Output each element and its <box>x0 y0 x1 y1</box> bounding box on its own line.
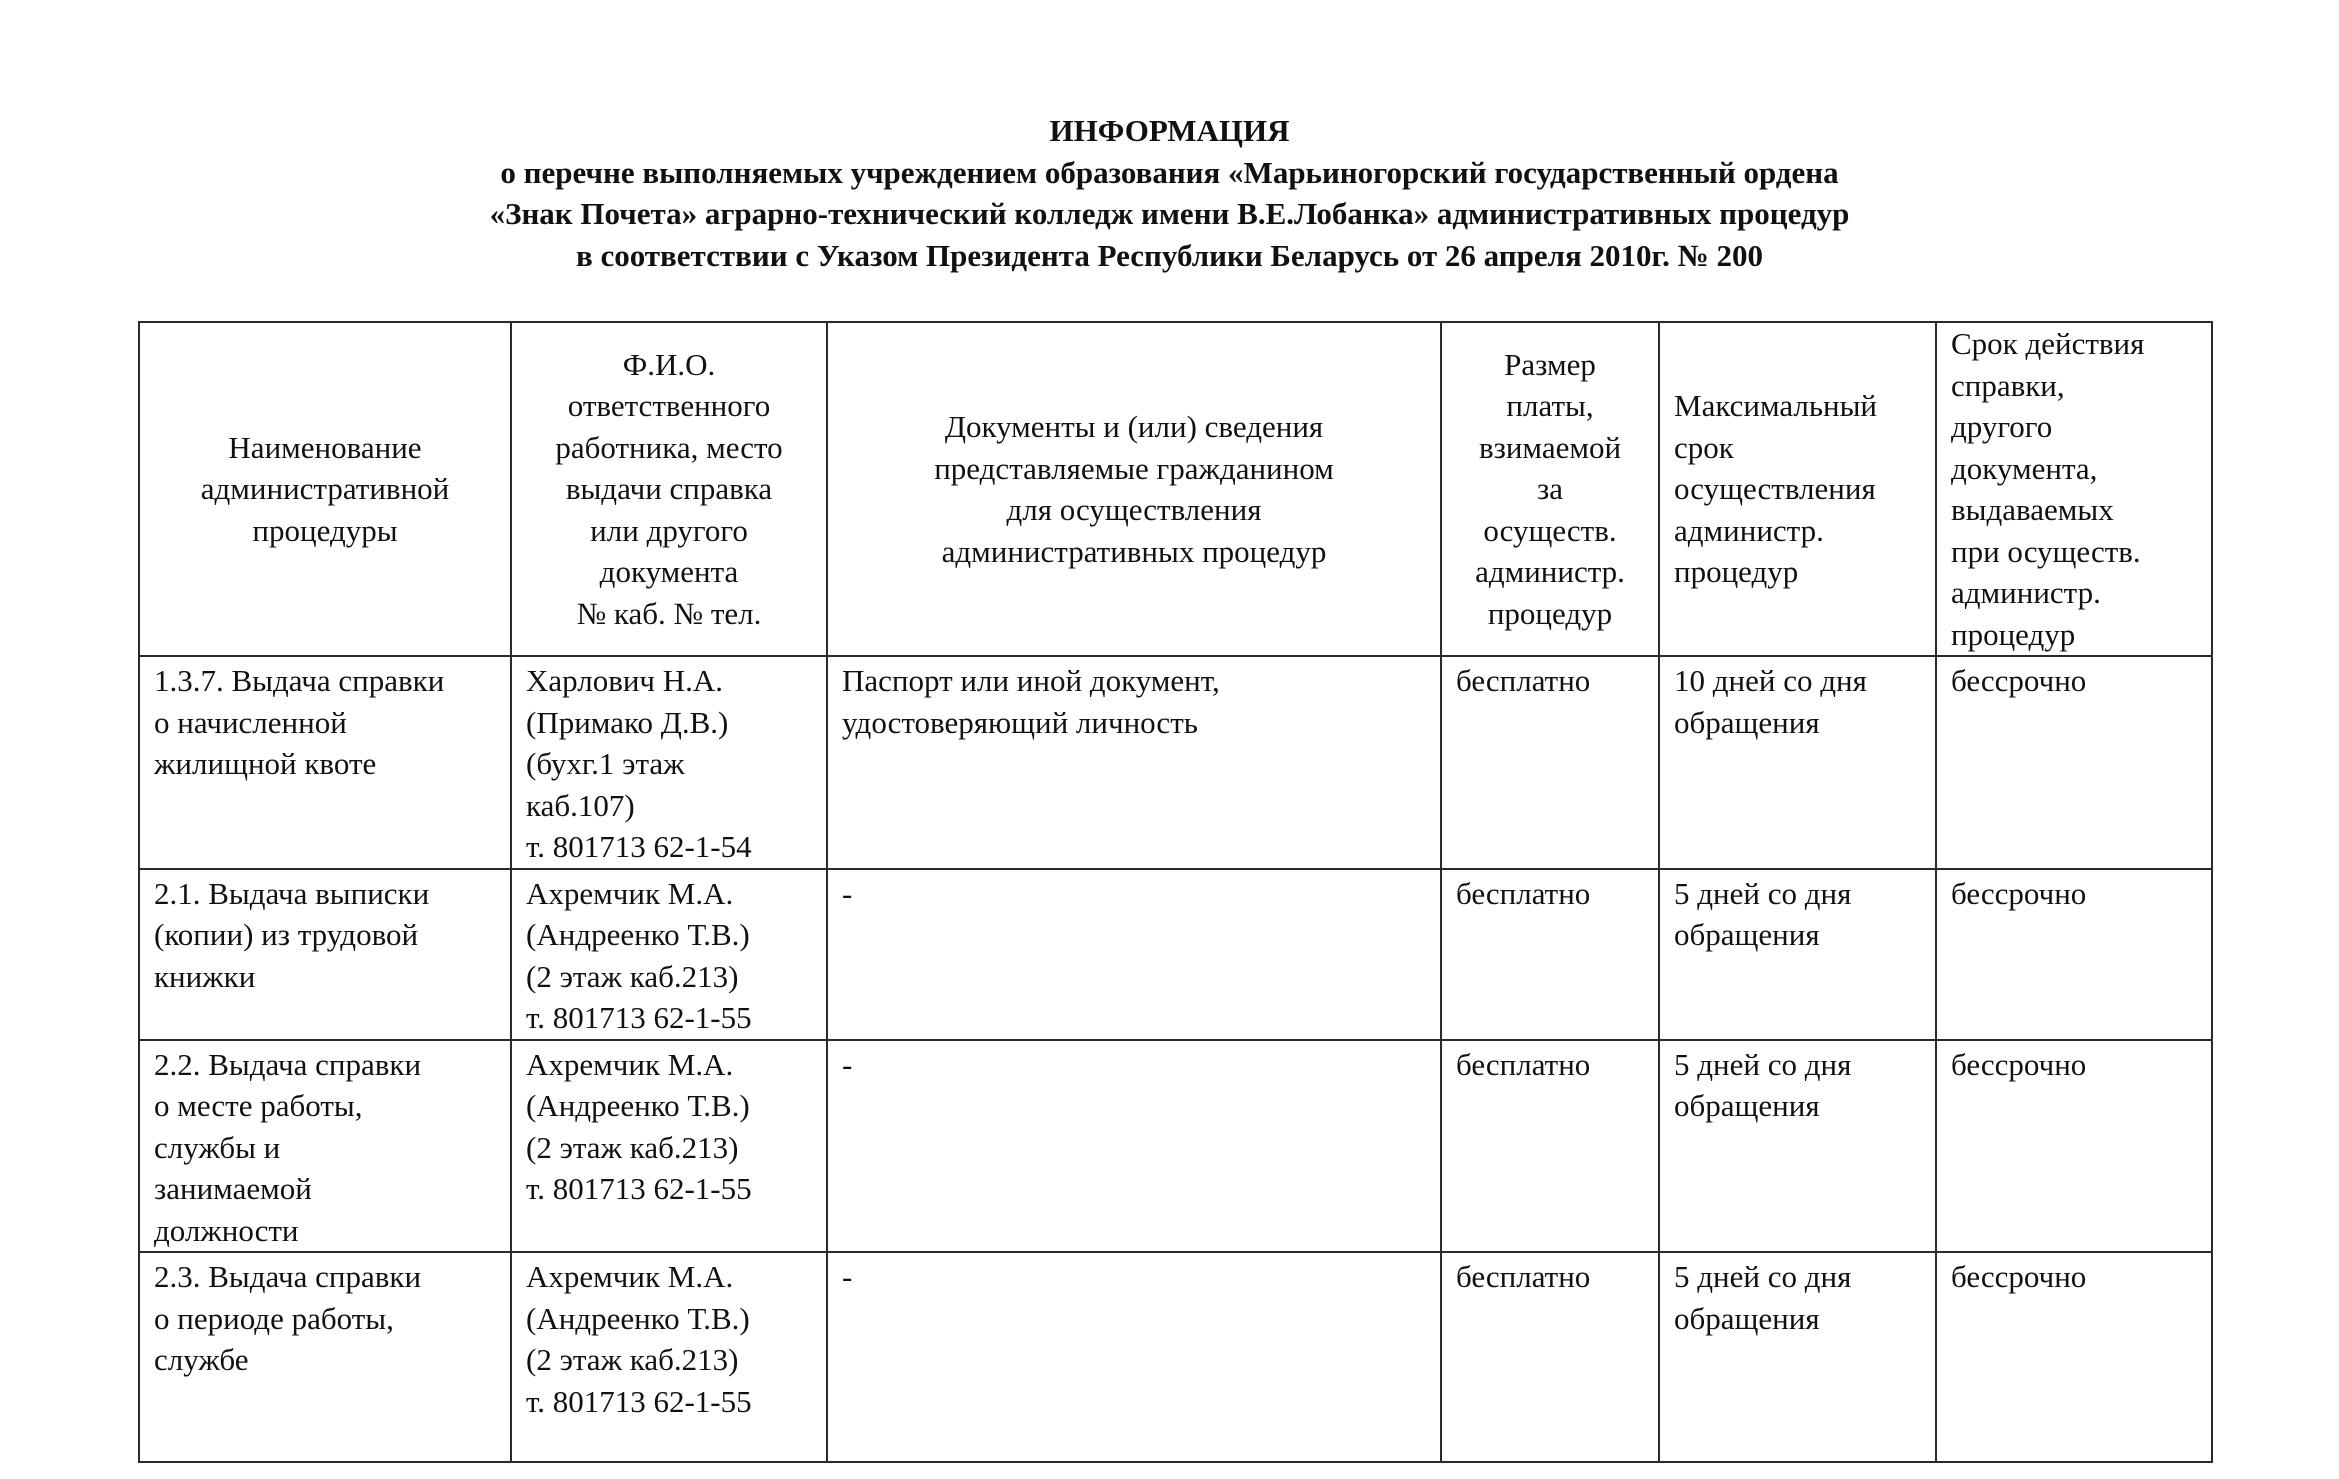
cell-max-term: 10 дней со дня обращения <box>1659 656 1936 869</box>
table-row <box>139 656 2212 869</box>
cell-documents: - <box>827 1252 1441 1462</box>
cell-validity: бессрочно <box>1936 1252 2212 1462</box>
cell-max-term: 5 дней со дня обращения <box>1659 869 1936 1040</box>
table-row <box>139 1040 2212 1253</box>
header-validity: Срок действия справки, другого документа, выдаваемых при осуществ. администр. процедур <box>1936 322 2212 656</box>
cell-fee: бесплатно <box>1441 1252 1659 1462</box>
cell-documents: - <box>827 869 1441 1040</box>
header-fee: Размер платы, взимаемой за осуществ. администр. процедур <box>1441 322 1659 656</box>
title-line-2: «Знак Почета» аграрно-технический колледж имени В.Е.Лобанка» административных процедур <box>489 196 1850 231</box>
cell-responsible: Ахремчик М.А. (Андреенко Т.В.) (2 этаж каб.213) т. 801713 62-1-55 <box>511 1252 827 1462</box>
procedures-table <box>138 321 2213 1463</box>
title-heading: ИНФОРМАЦИЯ <box>1049 113 1290 148</box>
title-line-3: в соответствии с Указом Президента Республики Беларусь от 26 апреля 2010г. № 200 <box>575 237 1764 273</box>
cell-max-term: 5 дней со дня обращения <box>1659 1040 1936 1253</box>
cell-documents: Паспорт или иной документ, удостоверяющий личность <box>827 656 1441 869</box>
cell-responsible: Харлович Н.А. (Примако Д.В.) (бухг.1 этаж каб.107) т. 801713 62-1-54 <box>511 656 827 869</box>
cell-documents: - <box>827 1040 1441 1253</box>
table-row <box>139 869 2212 1040</box>
cell-responsible: Ахремчик М.А. (Андреенко Т.В.) (2 этаж каб.213) т. 801713 62-1-55 <box>511 1040 827 1253</box>
title-line-1: о перечне выполняемых учреждением образования «Марьиногорский государственный ордена <box>500 154 1839 190</box>
cell-procedure: 2.2. Выдача справки о месте работы, службы и занимаемой должности <box>139 1040 511 1253</box>
cell-validity: бессрочно <box>1936 869 2212 1040</box>
header-max-term: Максимальный срок осуществления администр. процедур <box>1659 322 1936 656</box>
table-row <box>139 1252 2212 1462</box>
cell-validity: бессрочно <box>1936 1040 2212 1253</box>
cell-fee: бесплатно <box>1441 869 1659 1040</box>
cell-procedure: 2.3. Выдача справки о периоде работы, службе <box>139 1252 511 1462</box>
cell-validity: бессрочно <box>1936 656 2212 869</box>
cell-responsible: Ахремчик М.А. (Андреенко Т.В.) (2 этаж каб.213) т. 801713 62-1-55 <box>511 869 827 1040</box>
table-header-row <box>139 322 2212 656</box>
header-documents: Документы и (или) сведения представляемые гражданином для осуществления административных процедур <box>827 322 1441 656</box>
document-title <box>0 110 2339 276</box>
header-responsible-person: Ф.И.О. ответственного работника, место выдачи справка или другого документа № каб. № тел. <box>511 322 827 656</box>
cell-fee: бесплатно <box>1441 656 1659 869</box>
header-procedure-name: Наименование административной процедуры <box>139 322 511 656</box>
cell-procedure: 2.1. Выдача выписки (копии) из трудовой книжки <box>139 869 511 1040</box>
cell-max-term: 5 дней со дня обращения <box>1659 1252 1936 1462</box>
cell-fee: бесплатно <box>1441 1040 1659 1253</box>
cell-procedure: 1.3.7. Выдача справки о начисленной жилищной квоте <box>139 656 511 869</box>
